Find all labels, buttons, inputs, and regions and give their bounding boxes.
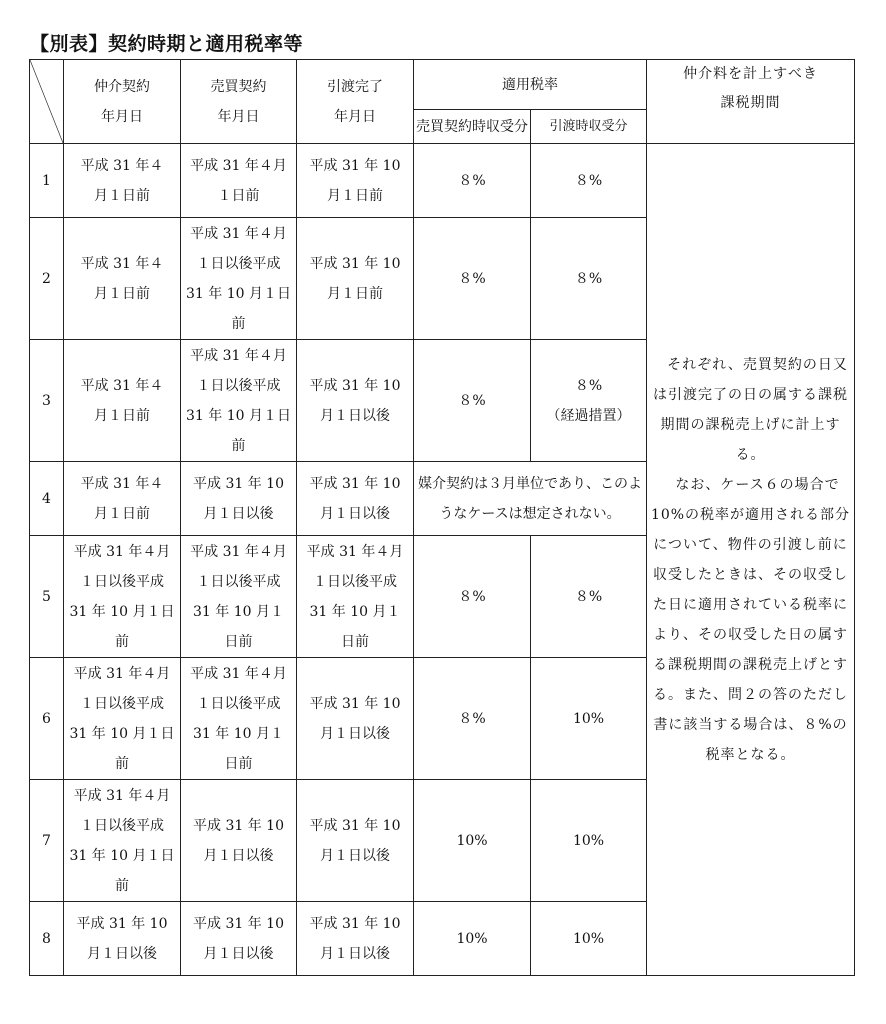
rate-delivery: ８% bbox=[531, 536, 647, 658]
sale-contract-date: 平成 31 年４月 １日以後平成 31 年 10 月１ 日前 bbox=[181, 536, 297, 658]
delivery-date: 平成 31 年 10 月１日以後 bbox=[297, 658, 414, 780]
case-note: 媒介契約は３月単位であり、このようなケースは想定されない。 bbox=[414, 462, 647, 536]
sale-contract-date: 平成 31 年 10 月１日以後 bbox=[181, 462, 297, 536]
header-period: 仲介料を計上すべき 課税期間 bbox=[647, 60, 855, 144]
case-number: 2 bbox=[30, 218, 64, 340]
tax-rate-table bbox=[29, 59, 855, 976]
case-number: 3 bbox=[30, 340, 64, 462]
header-broker-contract: 仲介契約 年月日 bbox=[64, 60, 181, 144]
rate-sale-contract: ８% bbox=[414, 658, 531, 780]
broker-contract-date: 平成 31 年 10 月１日以後 bbox=[64, 902, 181, 976]
sale-contract-date: 平成 31 年 10 月１日以後 bbox=[181, 902, 297, 976]
broker-contract-date: 平成 31 年４月 １日以後平成 31 年 10 月１日 前 bbox=[64, 536, 181, 658]
sale-contract-date: 平成 31 年 10 月１日以後 bbox=[181, 780, 297, 902]
rate-delivery: ８% bbox=[531, 144, 647, 218]
broker-contract-date: 平成 31 年４ 月１日前 bbox=[64, 218, 181, 340]
rate-delivery: 10% bbox=[531, 780, 647, 902]
delivery-date: 平成 31 年 10 月１日前 bbox=[297, 144, 414, 218]
sale-contract-date: 平成 31 年４月 １日以後平成 31 年 10 月１ 日前 bbox=[181, 658, 297, 780]
rate-delivery: 10% bbox=[531, 658, 647, 780]
delivery-date: 平成 31 年 10 月１日以後 bbox=[297, 902, 414, 976]
header-tax-sub-sale: 売買契約時収受分 bbox=[414, 110, 531, 144]
sale-contract-date: 平成 31 年４月 １日以後平成 31 年 10 月１日 前 bbox=[181, 218, 297, 340]
page-title: 【別表】契約時期と適用税率等 bbox=[30, 33, 304, 55]
case-number: 4 bbox=[30, 462, 64, 536]
delivery-date: 平成 31 年 10 月１日以後 bbox=[297, 462, 414, 536]
diagonal-line bbox=[30, 60, 63, 143]
rate-sale-contract: ８% bbox=[414, 340, 531, 462]
broker-contract-date: 平成 31 年４月 １日以後平成 31 年 10 月１日 前 bbox=[64, 780, 181, 902]
case-number: 1 bbox=[30, 144, 64, 218]
table-row bbox=[30, 144, 855, 218]
case-number: 7 bbox=[30, 780, 64, 902]
sale-contract-date: 平成 31 年４月 １日以後平成 31 年 10 月１日 前 bbox=[181, 340, 297, 462]
case-number: 5 bbox=[30, 536, 64, 658]
broker-contract-date: 平成 31 年４ 月１日前 bbox=[64, 144, 181, 218]
broker-contract-date: 平成 31 年４月 １日以後平成 31 年 10 月１日 前 bbox=[64, 658, 181, 780]
rate-sale-contract: ８% bbox=[414, 218, 531, 340]
delivery-date: 平成 31 年 10 月１日以後 bbox=[297, 780, 414, 902]
delivery-date: 平成 31 年 10 月１日以後 bbox=[297, 340, 414, 462]
case-number: 6 bbox=[30, 658, 64, 780]
header-sale-contract: 売買契約 年月日 bbox=[181, 60, 297, 144]
rate-sale-contract: ８% bbox=[414, 144, 531, 218]
diagonal-header-cell bbox=[30, 60, 64, 144]
header-delivery: 引渡完了 年月日 bbox=[297, 60, 414, 144]
broker-contract-date: 平成 31 年４ 月１日前 bbox=[64, 340, 181, 462]
rate-delivery: 10% bbox=[531, 902, 647, 976]
delivery-date: 平成 31 年４月 １日以後平成 31 年 10 月１ 日前 bbox=[297, 536, 414, 658]
rate-sale-contract: 10% bbox=[414, 902, 531, 976]
explanation-paragraph: それぞれ、売買契約の日又は引渡完了の日の属する課税期間の課税売上げに計上する。 bbox=[653, 356, 848, 463]
case-number: 8 bbox=[30, 902, 64, 976]
rate-delivery: ８% （経過措置） bbox=[531, 340, 647, 462]
header-tax-sub-delivery: 引渡時収受分 bbox=[531, 110, 647, 144]
sale-contract-date: 平成 31 年４月 １日前 bbox=[181, 144, 297, 218]
delivery-date: 平成 31 年 10 月１日前 bbox=[297, 218, 414, 340]
rate-sale-contract: ８% bbox=[414, 536, 531, 658]
header-tax-rate: 適用税率 bbox=[414, 60, 647, 110]
broker-contract-date: 平成 31 年４ 月１日前 bbox=[64, 462, 181, 536]
period-explanation bbox=[647, 144, 855, 976]
rate-sale-contract: 10% bbox=[414, 780, 531, 902]
explanation-paragraph: なお、ケース６の場合で 10%の税率が適用される部分について、物件の引渡し前に収受したときは、その収受した日に適用されている税率により、その収受した日の属する課税期間の課税売上げとする。また、問２の答のただし書に該当する場合は、８%の税率となる。 bbox=[650, 476, 851, 763]
rate-delivery: ８% bbox=[531, 218, 647, 340]
